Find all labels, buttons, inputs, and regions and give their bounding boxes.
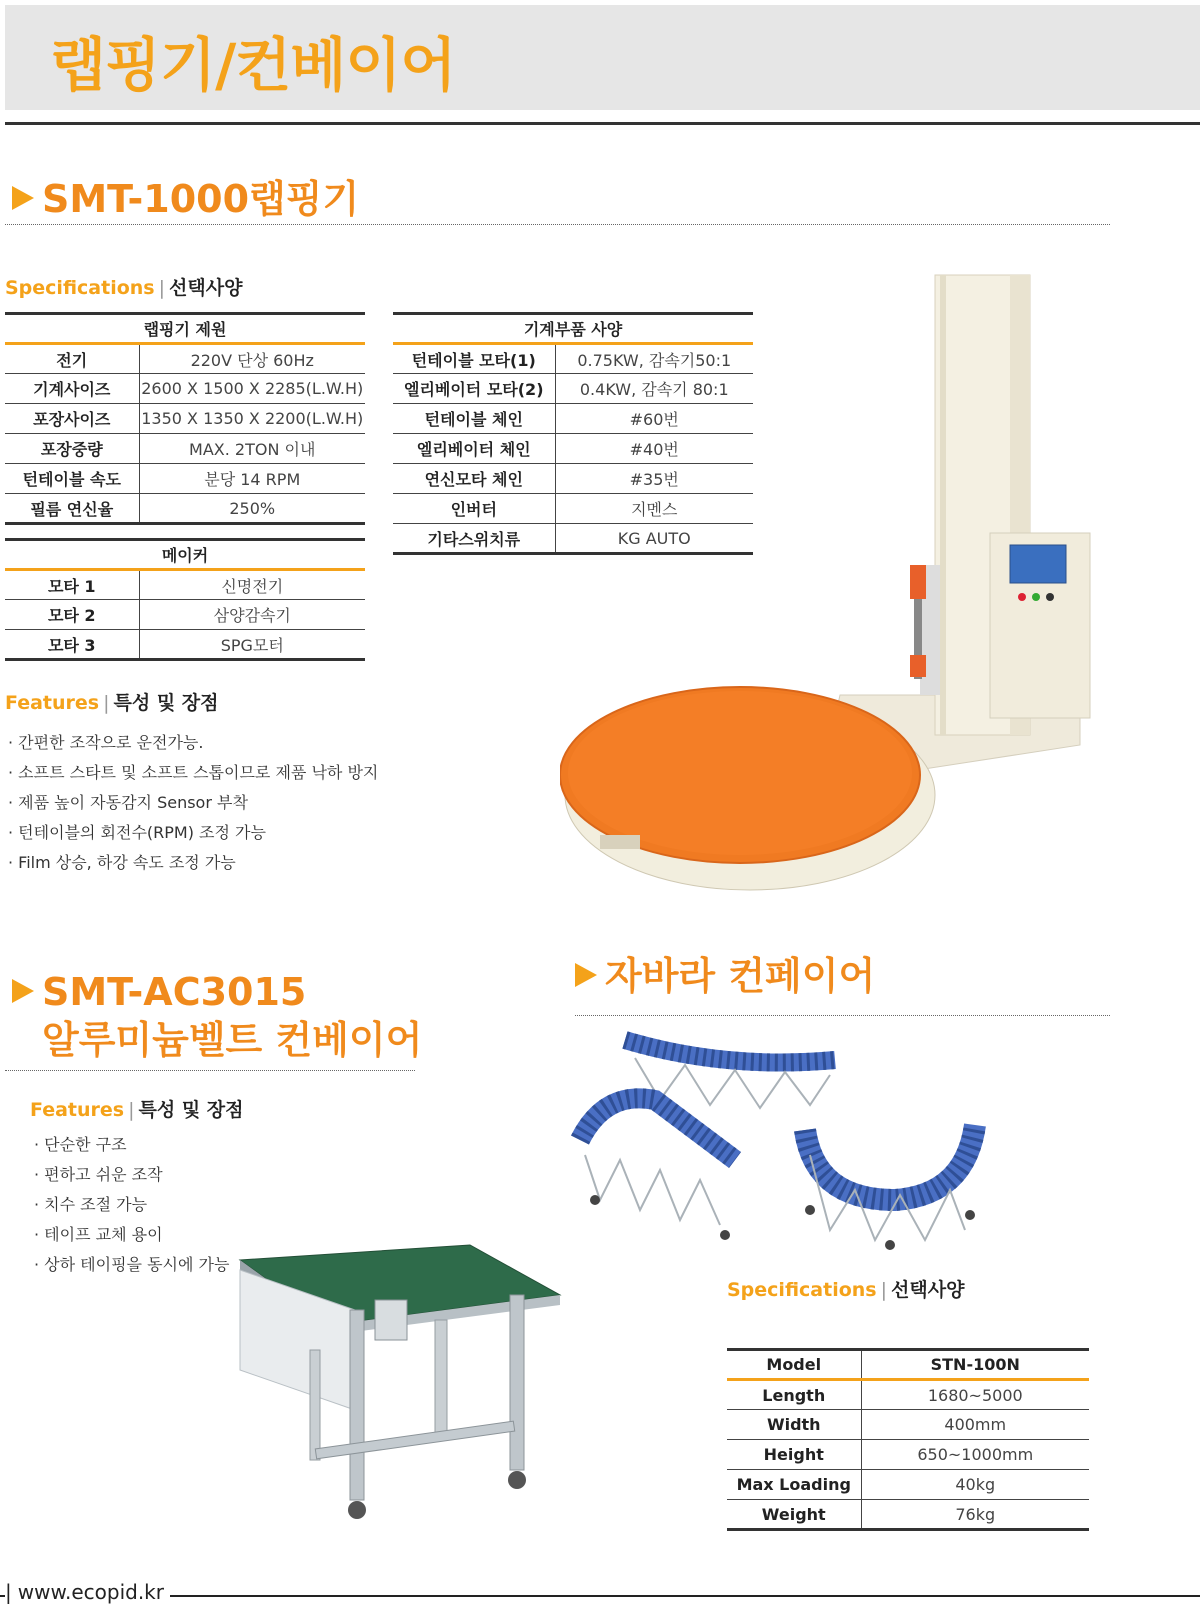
table-row — [5, 344, 365, 374]
spec-key: 전기 — [5, 344, 139, 374]
footer-url[interactable] — [5, 1580, 170, 1604]
spec-label-ko: 선택사양 — [169, 277, 243, 299]
list-item: · 편하고 쉬운 조작 — [34, 1160, 229, 1190]
part-value: 0.4KW, 감속기 80:1 — [555, 374, 753, 404]
table-row — [727, 1410, 1089, 1440]
features-label-ko: 특성 및 장점 — [138, 1099, 244, 1121]
list-item: · 제품 높이 자동감지 Sensor 부착 — [8, 788, 378, 818]
spec-key: Weight — [727, 1500, 861, 1530]
triangle-bullet-icon — [575, 963, 597, 987]
belt-conveyor-section-title — [12, 968, 422, 1064]
roller-spec-header-key: Model — [727, 1350, 861, 1380]
part-key: 턴테이블 체인 — [393, 404, 555, 434]
spec-value: 1680~5000 — [861, 1380, 1089, 1410]
spec-label-en: Specifications — [727, 1279, 877, 1301]
wrapper-spec-label — [5, 273, 242, 300]
spec-key: 턴테이블 속도 — [5, 464, 139, 494]
footer-pipe: | — [5, 1580, 12, 1604]
roller-spec-label — [727, 1275, 964, 1302]
roller-conveyor-section-title — [575, 945, 875, 1000]
list-item: · 치수 조절 가능 — [34, 1190, 229, 1220]
part-key: 연신모타 체인 — [393, 464, 555, 494]
part-value: #40번 — [555, 434, 753, 464]
maker-key: 모타 1 — [5, 570, 139, 600]
belt-title-rule — [5, 1070, 415, 1071]
label-divider: | — [128, 1099, 135, 1121]
spec-key: 포장중량 — [5, 434, 139, 464]
spec-value: 650~1000mm — [861, 1440, 1089, 1470]
table-row — [727, 1440, 1089, 1470]
part-value: 지멘스 — [555, 494, 753, 524]
footer-rule — [0, 1595, 1200, 1597]
wrapper-features-label — [5, 688, 219, 715]
part-key: 턴테이블 모타(1) — [393, 344, 555, 374]
part-value: 0.75KW, 감속기50:1 — [555, 344, 753, 374]
table-row — [727, 1380, 1089, 1410]
stretch-wrapper-image — [560, 265, 1100, 915]
roller-title-text: 자바라 컨페이어 — [605, 954, 876, 998]
spec-value: MAX. 2TON 이내 — [139, 434, 365, 464]
table-row — [5, 404, 365, 434]
spec-key: Width — [727, 1410, 861, 1440]
wrapper-title-text: SMT-1000랩핑기 — [42, 177, 360, 221]
header-rule — [5, 122, 1200, 125]
table-row — [5, 374, 365, 404]
part-value: KG AUTO — [555, 524, 753, 554]
table-row — [5, 630, 365, 660]
spec-label-en: Specifications — [5, 277, 155, 299]
roller-title-rule — [575, 1015, 1110, 1016]
list-item: · 단순한 구조 — [34, 1130, 229, 1160]
spec-value: 40kg — [861, 1470, 1089, 1500]
table-row — [727, 1470, 1089, 1500]
part-key: 엘리베이터 모타(2) — [393, 374, 555, 404]
belt-conveyor-image — [235, 1240, 565, 1530]
part-value: #60번 — [555, 404, 753, 434]
part-value: #35번 — [555, 464, 753, 494]
table-row — [5, 464, 365, 494]
maker-value: SPG모터 — [139, 630, 365, 660]
page-title: 랩핑기/컨베이어 — [50, 31, 456, 99]
spec-key: 포장사이즈 — [5, 404, 139, 434]
maker-key: 모타 2 — [5, 600, 139, 630]
features-label-en: Features — [30, 1099, 125, 1121]
maker-key: 모타 3 — [5, 630, 139, 660]
table-row — [5, 570, 365, 600]
spec-key: Max Loading — [727, 1470, 861, 1500]
table-row — [5, 494, 365, 524]
spec-value: 2600 X 1500 X 2285(L.W.H) — [139, 374, 365, 404]
wrapper-spec-header: 랩핑기 제원 — [5, 314, 365, 344]
maker-header: 메이커 — [5, 540, 365, 570]
roller-conveyor-image — [565, 1030, 1015, 1280]
list-item: · 테이프 교체 용이 — [34, 1220, 229, 1250]
part-key: 인버터 — [393, 494, 555, 524]
list-item: · 상하 테이핑을 동시에 가능 — [34, 1250, 229, 1280]
label-divider: | — [103, 692, 110, 714]
part-key: 기타스위치류 — [393, 524, 555, 554]
spec-value: 220V 단상 60Hz — [139, 344, 365, 374]
list-item: · 턴테이블의 회전수(RPM) 조정 가능 — [8, 818, 378, 848]
wrapper-spec-table — [5, 312, 365, 525]
label-divider: | — [158, 277, 166, 299]
wrapper-section-title — [12, 168, 359, 223]
features-label-en: Features — [5, 692, 100, 714]
belt-title-line1: SMT-AC3015 — [42, 970, 307, 1014]
features-label-ko: 특성 및 장점 — [113, 692, 219, 714]
belt-features-label — [30, 1095, 244, 1122]
spec-key: Length — [727, 1380, 861, 1410]
wrapper-features-list — [8, 728, 378, 878]
triangle-bullet-icon — [12, 979, 34, 1003]
spec-key: Height — [727, 1440, 861, 1470]
maker-value: 삼양감속기 — [139, 600, 365, 630]
triangle-bullet-icon — [12, 186, 34, 210]
spec-value: 분당 14 RPM — [139, 464, 365, 494]
spec-label-ko: 선택사양 — [891, 1279, 965, 1301]
spec-key: 기계사이즈 — [5, 374, 139, 404]
table-row — [727, 1500, 1089, 1530]
maker-table — [5, 538, 365, 661]
belt-features-list — [34, 1130, 229, 1280]
footer-url-text[interactable]: www.ecopid.kr — [17, 1580, 164, 1604]
belt-title-line2: 알루미늄벨트 컨베이어 — [42, 1018, 423, 1062]
roller-spec-table — [727, 1348, 1089, 1531]
table-row — [5, 600, 365, 630]
spec-key: 필름 연신율 — [5, 494, 139, 524]
label-divider: | — [880, 1279, 888, 1301]
list-item: · 소프트 스타트 및 소프트 스톱이므로 제품 낙하 방지 — [8, 758, 378, 788]
spec-value: 400mm — [861, 1410, 1089, 1440]
spec-value: 76kg — [861, 1500, 1089, 1530]
part-key: 엘리베이터 체인 — [393, 434, 555, 464]
list-item: · 간편한 조작으로 운전가능. — [8, 728, 378, 758]
list-item: · Film 상승, 하강 속도 조정 가능 — [8, 848, 378, 878]
spec-value: 1350 X 1350 X 2200(L.W.H) — [139, 404, 365, 434]
spec-value: 250% — [139, 494, 365, 524]
parts-header: 기계부품 사양 — [393, 314, 753, 344]
table-row — [5, 434, 365, 464]
maker-value: 신명전기 — [139, 570, 365, 600]
wrapper-title-rule — [5, 224, 1110, 225]
roller-spec-header-value: STN-100N — [861, 1350, 1089, 1380]
